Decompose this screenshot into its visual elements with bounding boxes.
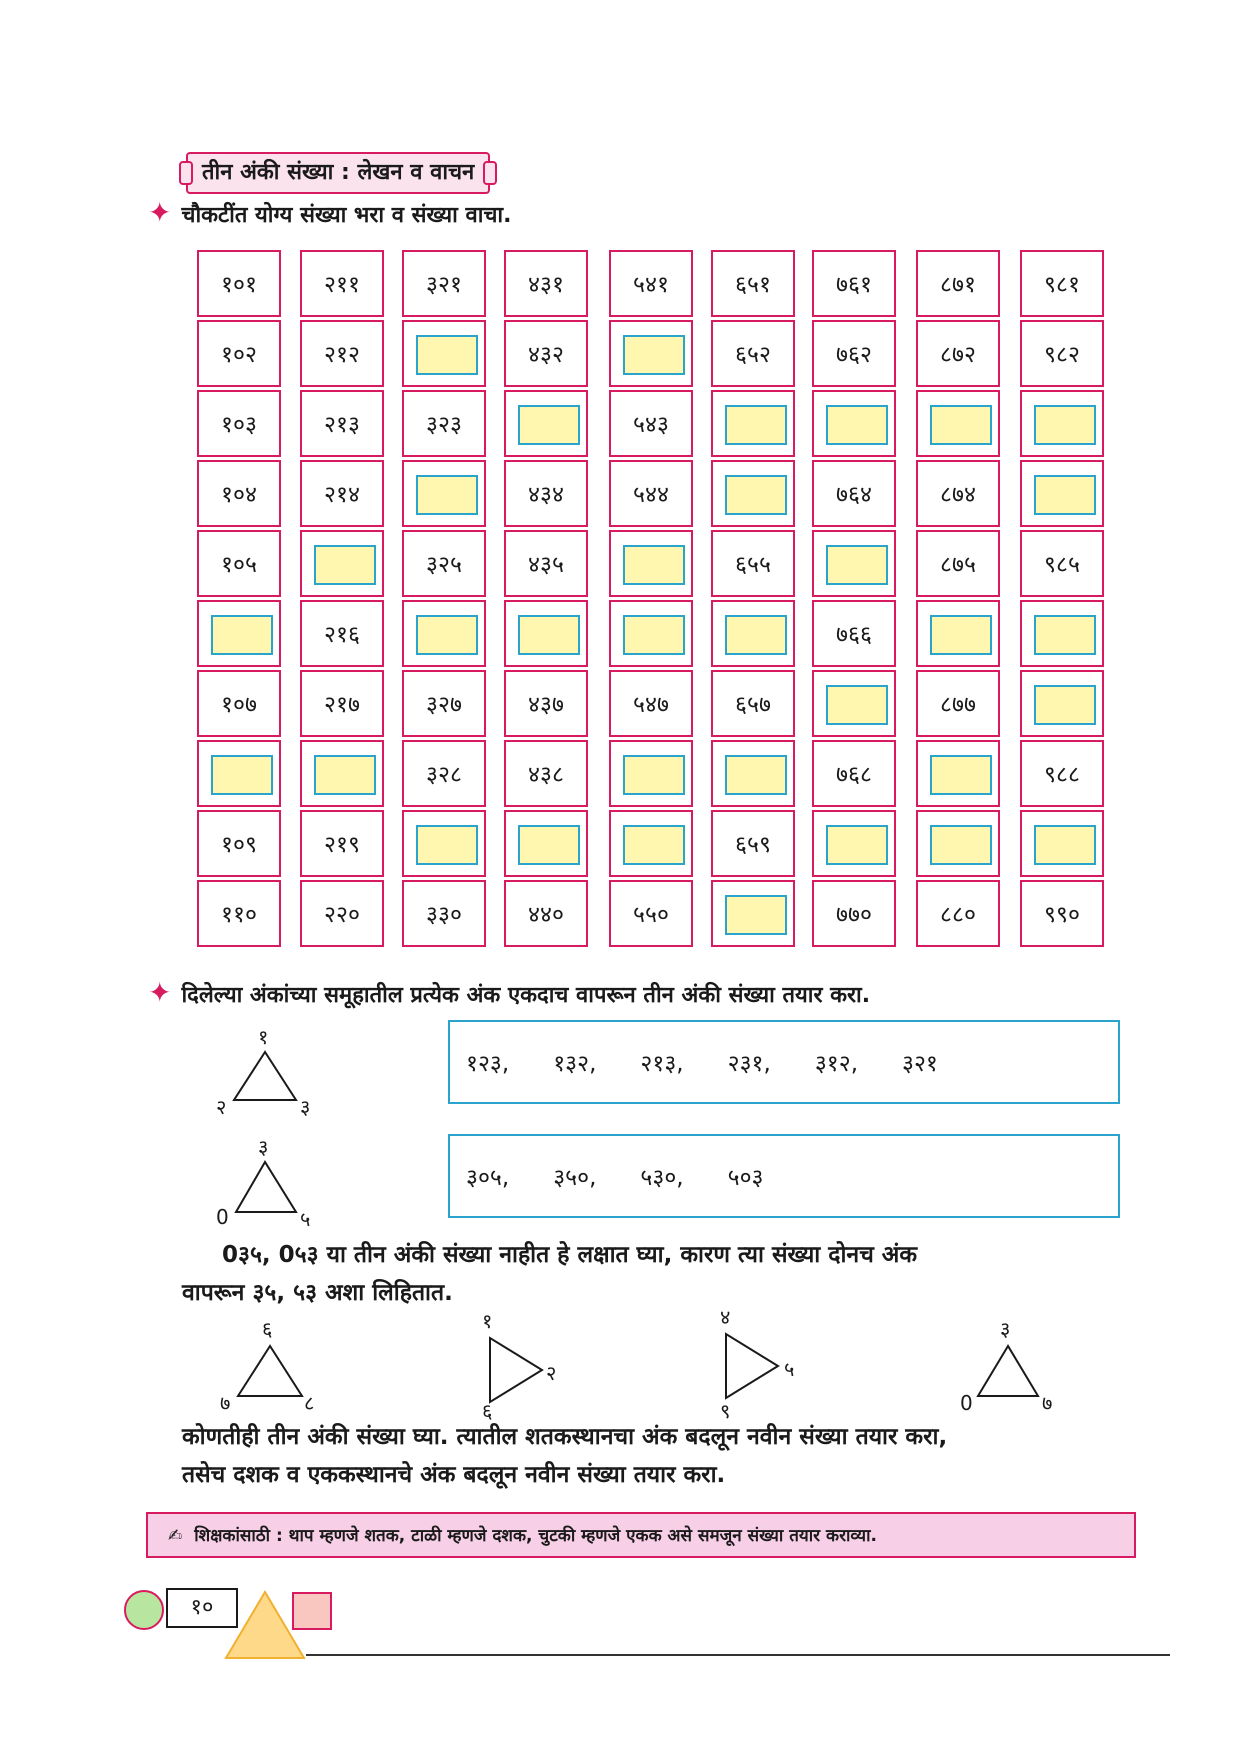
svg-text:९: ९ (720, 1399, 731, 1420)
svg-text:५: ५ (784, 1357, 795, 1381)
blank-answer-box[interactable] (416, 475, 478, 515)
grid-cell: ८७७ (916, 670, 1000, 737)
grid-cell-empty (504, 810, 588, 877)
grid-cell: २१९ (300, 810, 384, 877)
blank-answer-box[interactable] (416, 335, 478, 375)
svg-text:७: ७ (1042, 1391, 1053, 1412)
grid-cell-empty (711, 740, 795, 807)
digit-triangle-1 (210, 1024, 320, 1116)
blank-answer-box[interactable] (725, 895, 787, 935)
grid-cell: ५५० (609, 880, 693, 947)
grid-cell-empty (812, 530, 896, 597)
digit-triangle-4 (470, 1310, 570, 1420)
answer-number: ३५०, (553, 1165, 597, 1191)
blank-answer-box[interactable] (826, 685, 888, 725)
grid-cell-empty (1020, 460, 1104, 527)
grid-cell: १०७ (197, 670, 281, 737)
grid-cell: ९८१ (1020, 250, 1104, 317)
teacher-note-box (146, 1512, 1136, 1558)
grid-cell-empty (197, 600, 281, 667)
grid-cell-empty (609, 740, 693, 807)
grid-cell: ७६४ (812, 460, 896, 527)
grid-cell-empty (1020, 670, 1104, 737)
blank-answer-box[interactable] (930, 825, 992, 865)
grid-cell: ७६६ (812, 600, 896, 667)
grid-cell: ४३५ (504, 530, 588, 597)
instruction-text: चौकटींत योग्य संख्या भरा व संख्या वाचा. (181, 203, 512, 228)
answer-number: ५३०, (640, 1165, 684, 1191)
grid-cell-empty (402, 810, 486, 877)
grid-cell: ५४३ (609, 390, 693, 457)
digit-triangle-6 (952, 1316, 1062, 1412)
grid-cell: २११ (300, 250, 384, 317)
instruction-make-numbers (148, 976, 870, 1009)
blank-answer-box[interactable] (211, 615, 273, 655)
pencil-icon: ✍ (168, 1526, 183, 1546)
blank-answer-box[interactable] (826, 825, 888, 865)
grid-cell: ८८० (916, 880, 1000, 947)
grid-cell: ८७४ (916, 460, 1000, 527)
blank-answer-box[interactable] (314, 755, 376, 795)
grid-cell: ७६८ (812, 740, 896, 807)
note-paragraph-1 (182, 1236, 1142, 1312)
grid-cell: ४३४ (504, 460, 588, 527)
grid-cell-empty (916, 600, 1000, 667)
blank-answer-box[interactable] (1034, 405, 1096, 445)
svg-text:६: ६ (482, 1399, 493, 1420)
svg-text:१: १ (482, 1310, 493, 1333)
grid-cell: २१६ (300, 600, 384, 667)
grid-cell: १०२ (197, 320, 281, 387)
grid-cell-empty (609, 530, 693, 597)
paragraph-line: तसेच दशक व एककस्थानचे अंक बदलून नवीन संख्या तयार करा. (182, 1462, 726, 1488)
grid-cell: ७६२ (812, 320, 896, 387)
paragraph-line: 0३५, 0५३ या तीन अंकी संख्या नाहीत हे लक्षात घ्या, कारण त्या संख्या दोनच अंक (222, 1242, 918, 1268)
grid-cell: ४३१ (504, 250, 588, 317)
svg-text:३: ३ (300, 1095, 311, 1116)
grid-cell: १०१ (197, 250, 281, 317)
grid-cell: २२० (300, 880, 384, 947)
grid-cell: ३३० (402, 880, 486, 947)
svg-text:८: ८ (304, 1391, 315, 1412)
blank-answer-box[interactable] (725, 755, 787, 795)
blank-answer-box[interactable] (314, 545, 376, 585)
grid-cell: ५४१ (609, 250, 693, 317)
svg-text:५: ५ (300, 1207, 311, 1226)
svg-text:३: ३ (1000, 1317, 1011, 1341)
grid-cell: ४३२ (504, 320, 588, 387)
grid-cell: ४३७ (504, 670, 588, 737)
grid-cell: ७६१ (812, 250, 896, 317)
blank-answer-box[interactable] (518, 405, 580, 445)
grid-cell: ८७५ (916, 530, 1000, 597)
blank-answer-box[interactable] (623, 545, 685, 585)
grid-cell-empty (300, 740, 384, 807)
grid-cell-empty (1020, 810, 1104, 877)
blank-answer-box[interactable] (930, 405, 992, 445)
blank-answer-box[interactable] (623, 825, 685, 865)
svg-text:0: 0 (960, 1391, 973, 1412)
grid-cell-empty (1020, 600, 1104, 667)
grid-cell-empty (711, 390, 795, 457)
blank-answer-box[interactable] (623, 755, 685, 795)
grid-cell: ५४७ (609, 670, 693, 737)
grid-cell-empty (711, 600, 795, 667)
footer-rule (306, 1654, 1170, 1656)
svg-text:४: ४ (720, 1305, 731, 1329)
grid-cell: ६५१ (711, 250, 795, 317)
grid-cell: १०५ (197, 530, 281, 597)
grid-cell-empty (916, 810, 1000, 877)
grid-cell: २१४ (300, 460, 384, 527)
grid-cell-empty (402, 320, 486, 387)
grid-cell: ७७० (812, 880, 896, 947)
grid-cell-empty (711, 880, 795, 947)
section-heading: तीन अंकी संख्या : लेखन व वाचन (186, 152, 490, 194)
grid-cell-empty (812, 810, 896, 877)
grid-cell: २१७ (300, 670, 384, 737)
answer-number: १३२, (553, 1051, 597, 1077)
grid-cell: ६५९ (711, 810, 795, 877)
grid-cell: ९८२ (1020, 320, 1104, 387)
answer-box-2 (448, 1134, 1120, 1218)
grid-cell: ६५२ (711, 320, 795, 387)
grid-cell-empty (609, 810, 693, 877)
grid-cell: ४४० (504, 880, 588, 947)
grid-cell-empty (812, 390, 896, 457)
svg-text:७: ७ (220, 1391, 231, 1412)
answer-number: १२३, (466, 1051, 510, 1077)
grid-cell-empty (609, 320, 693, 387)
blank-answer-box[interactable] (623, 335, 685, 375)
answer-number: ५०३ (727, 1165, 764, 1191)
answer-number: २३१, (727, 1051, 771, 1077)
svg-text:२: २ (546, 1361, 557, 1385)
blank-answer-box[interactable] (416, 825, 478, 865)
instruction-text: दिलेल्या अंकांच्या समूहातील प्रत्येक अंक एकदाच वापरून तीन अंकी संख्या तयार करा. (181, 983, 871, 1008)
answer-number: २१३, (640, 1051, 684, 1077)
blank-answer-box[interactable] (623, 615, 685, 655)
grid-cell: १०४ (197, 460, 281, 527)
instruction-fill-boxes (148, 196, 511, 229)
blank-answer-box[interactable] (725, 615, 787, 655)
blank-answer-box[interactable] (930, 615, 992, 655)
grid-cell: ६५५ (711, 530, 795, 597)
answer-box-1 (448, 1020, 1120, 1104)
grid-cell-empty (402, 600, 486, 667)
grid-cell: ५४४ (609, 460, 693, 527)
grid-cell-empty (916, 740, 1000, 807)
grid-cell-empty (609, 600, 693, 667)
blank-answer-box[interactable] (1034, 825, 1096, 865)
page-number: १० (166, 1588, 238, 1628)
blank-answer-box[interactable] (1034, 615, 1096, 655)
answer-number: ३२१ (902, 1051, 938, 1077)
grid-cell: ३२८ (402, 740, 486, 807)
answer-number: ३०५, (466, 1165, 510, 1191)
answer-number: ३१२, (814, 1051, 859, 1077)
grid-cell-empty (1020, 390, 1104, 457)
blank-answer-box[interactable] (826, 405, 888, 445)
blank-answer-box[interactable] (1034, 475, 1096, 515)
blank-answer-box[interactable] (1034, 685, 1096, 725)
grid-cell-empty (402, 460, 486, 527)
teacher-note-text: शिक्षकांसाठी : थाप म्हणजे शतक, टाळी म्हणजे दशक, चुटकी म्हणजे एकक असे समजून संख्या तयार कराव्या. (194, 1526, 877, 1546)
grid-cell: ३२३ (402, 390, 486, 457)
blank-answer-box[interactable] (416, 615, 478, 655)
grid-cell: ६५७ (711, 670, 795, 737)
task-paragraph-2 (182, 1418, 1142, 1494)
pink-square-icon (292, 1592, 332, 1630)
blank-answer-box[interactable] (826, 545, 888, 585)
svg-text:१: १ (258, 1025, 269, 1049)
svg-text:३: ३ (258, 1135, 269, 1159)
grid-cell-empty (300, 530, 384, 597)
grid-cell-empty (504, 600, 588, 667)
grid-cell-empty (197, 740, 281, 807)
blank-answer-box[interactable] (725, 475, 787, 515)
grid-cell: ३२५ (402, 530, 486, 597)
blank-answer-box[interactable] (518, 615, 580, 655)
grid-cell-empty (711, 460, 795, 527)
star-bullet-icon: ✦ (148, 196, 172, 229)
grid-cell: ८७२ (916, 320, 1000, 387)
grid-cell-empty (504, 390, 588, 457)
digit-triangle-2 (210, 1134, 320, 1226)
grid-cell: १०९ (197, 810, 281, 877)
paragraph-line: कोणतीही तीन अंकी संख्या घ्या. त्यातील शतकस्थानचा अंक बदलून नवीन संख्या तयार करा, (182, 1424, 948, 1450)
svg-text:६: ६ (262, 1317, 273, 1341)
grid-cell: ३२७ (402, 670, 486, 737)
grid-cell-empty (916, 390, 1000, 457)
green-circle-icon (124, 1590, 164, 1630)
grid-cell: ९९० (1020, 880, 1104, 947)
blank-answer-box[interactable] (518, 825, 580, 865)
grid-cell-empty (812, 670, 896, 737)
svg-text:२: २ (216, 1095, 227, 1116)
grid-cell: २१२ (300, 320, 384, 387)
svg-text:0: 0 (216, 1205, 229, 1226)
digit-triangle-5 (712, 1304, 812, 1420)
blank-answer-box[interactable] (725, 405, 787, 445)
grid-cell: ४३८ (504, 740, 588, 807)
grid-cell: ८७१ (916, 250, 1000, 317)
grid-cell: २१३ (300, 390, 384, 457)
grid-cell: ९८८ (1020, 740, 1104, 807)
blank-answer-box[interactable] (930, 755, 992, 795)
grid-cell: ३२१ (402, 250, 486, 317)
grid-cell: ११० (197, 880, 281, 947)
grid-cell: १०३ (197, 390, 281, 457)
star-bullet-icon: ✦ (148, 976, 172, 1009)
blank-answer-box[interactable] (211, 755, 273, 795)
digit-triangle-3 (216, 1316, 326, 1412)
paragraph-line: वापरून ३५, ५३ अशा लिहितात. (182, 1280, 453, 1306)
grid-cell: ९८५ (1020, 530, 1104, 597)
